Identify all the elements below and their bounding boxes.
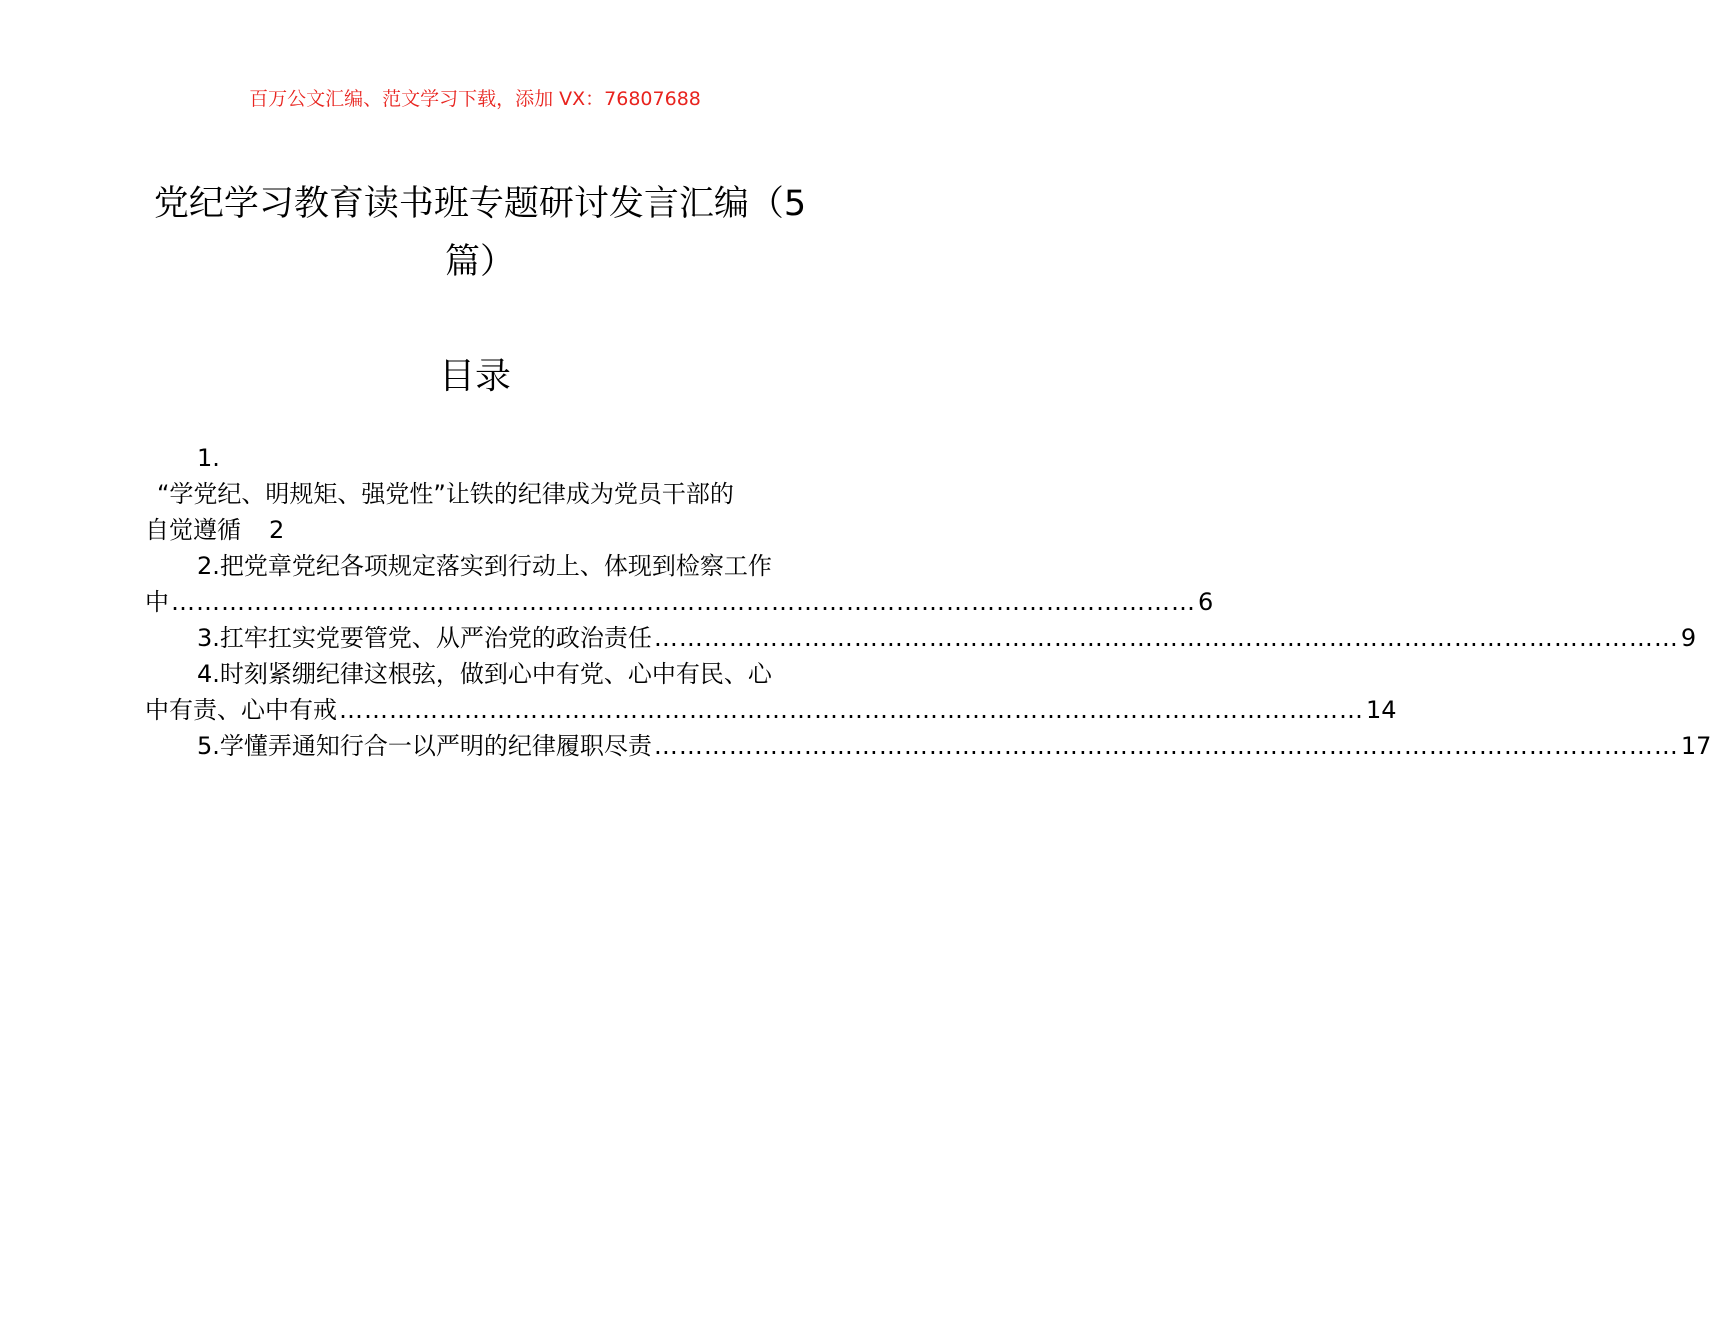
document-title-line1: 党纪学习教育读书班专题研讨发言汇编（5 <box>153 184 807 224</box>
toc-entry-text: 5.学懂弄通知行合一以严明的纪律履职尽责 <box>197 732 652 760</box>
toc-entry-text: 4.时刻紧绷纪律这根弦，做到心中有党、心中有民、心 <box>197 660 772 688</box>
promo-banner: 百万公文汇编、范文学习下载，添加 VX：76807688 <box>249 88 701 110</box>
toc-entry-2[interactable] <box>145 548 1214 620</box>
toc-page-number: 17 <box>1680 732 1711 760</box>
toc-dot-leader: …………………………………………………………………………………………………………… <box>339 696 1364 724</box>
toc-dot-leader: …………………………………………………………………………………………………………… <box>653 624 1679 652</box>
toc-entry-text: 自觉遵循 <box>145 516 241 544</box>
document-title-line2: 篇） <box>444 242 515 282</box>
document-title <box>140 175 820 291</box>
toc-entry-text: “学党纪、明规矩、强党性”让铁的纪律成为党员干部的 <box>157 480 734 508</box>
toc-dot-leader: …………………………………………………………………………………………………………… <box>653 732 1679 760</box>
toc-heading: 目录 <box>438 356 511 397</box>
toc-entry-text: 中 <box>145 588 169 616</box>
toc-entry-5[interactable] <box>145 728 1711 764</box>
toc-page-number: 9 <box>1680 624 1697 652</box>
toc-entry-1[interactable] <box>145 440 807 548</box>
toc-entry-text: 中有责、心中有戒 <box>145 696 337 724</box>
table-of-contents <box>145 440 1711 764</box>
toc-page-number: 14 <box>1366 696 1397 724</box>
toc-page-number: 6 <box>1198 588 1214 616</box>
toc-dot-leader: …………………………………………………………………………………………………………… <box>171 588 1196 616</box>
toc-entry-4[interactable] <box>145 656 1397 728</box>
toc-entry-3[interactable] <box>145 620 1697 656</box>
toc-page-number: 2 <box>269 516 285 544</box>
toc-entry-text: 3.扛牢扛实党要管党、从严治党的政治责任 <box>197 624 652 652</box>
toc-entry-text: 2.把党章党纪各项规定落实到行动上、体现到检察工作 <box>197 552 772 580</box>
toc-entry-number: 1. <box>197 444 220 472</box>
